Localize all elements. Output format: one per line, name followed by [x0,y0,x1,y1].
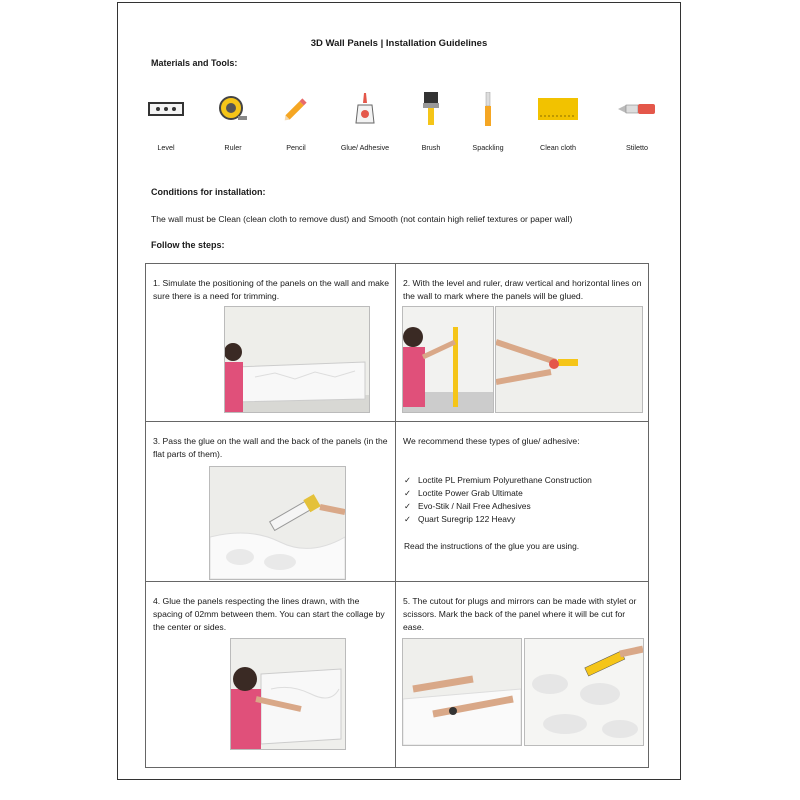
step-4-photo [230,638,346,750]
utility-knife-icon [617,91,657,127]
glue-item: ✓ Loctite PL Premium Polyurethane Construction [404,475,592,485]
brush-icon [411,91,451,127]
step-3-cell [146,422,396,582]
pencil-icon [276,91,316,127]
conditions-heading: Conditions for installation: [151,187,266,197]
step-4-text: 4. Glue the panels respecting the lines drawn, with the spacing of 02mm between them. You can start the collage by the center or sides. [153,596,385,632]
check-icon: ✓ [404,501,412,511]
glue-item: ✓ Loctite Power Grab Ultimate [404,488,523,498]
steps-heading: Follow the steps: [151,240,225,250]
tool-stiletto [602,91,672,152]
glue-list [404,474,592,526]
step-4-cell [146,582,396,768]
glue-note: Read the instructions of the glue you are using. [404,541,580,551]
step-1-text: 1. Simulate the positioning of the panels on the wall and make sure there is a need for trimming. [153,278,390,301]
glue-intro: We recommend these types of glue/ adhesive: [403,436,580,446]
step-5-photo-a [402,638,522,746]
check-icon: ✓ [404,514,412,524]
cloth-icon [538,91,578,127]
step-1-photo [224,306,370,413]
step-2-text: 2. With the level and ruler, draw vertical and horizontal lines on the wall to mark where the panels will be glued. [403,278,642,301]
tool-label: Pencil [286,143,306,152]
tool-ruler [198,91,268,152]
tool-label: Glue/ Adhesive [340,143,390,152]
tape-measure-icon [213,91,253,127]
materials-heading: Materials and Tools: [151,58,238,68]
tool-label: Stiletto [626,143,648,152]
glue-item: ✓ Quart Suregrip 122 Heavy [404,514,516,524]
step-1-cell [146,264,396,422]
step-2-cell [396,264,649,422]
step-2-photo-a [402,306,494,413]
glue-bottle-icon [345,91,385,127]
step-3-photo [209,466,346,580]
tool-label: Spackling [472,143,504,152]
tool-level [131,91,201,152]
step-5-photo-b [524,638,644,746]
tool-label: Ruler [224,143,242,152]
tool-label: Clean cloth [540,143,576,152]
tool-pencil [261,91,331,152]
glue-recommendation-cell [396,422,649,582]
check-icon: ✓ [404,475,412,485]
spackling-icon [468,91,508,127]
tool-label: Brush [421,143,441,152]
steps-table [145,263,649,768]
check-icon: ✓ [404,488,412,498]
level-icon [146,91,186,127]
step-3-text: 3. Pass the glue on the wall and the back of the panels (in the flat parts of them). [153,436,388,459]
tools-row [118,91,680,161]
document-title: 3D Wall Panels | Installation Guidelines [310,38,488,49]
document-page [117,2,681,780]
glue-item: ✓ Evo-Stik / Nail Free Adhesives [404,501,531,511]
step-2-photo-b [495,306,643,413]
tool-spackling [453,91,523,152]
step-5-text: 5. The cutout for plugs and mirrors can be made with stylet or scissors. Mark the back of the panel where it will be cut for ease. [403,596,637,632]
tool-label: Level [157,143,175,152]
tool-cloth [523,91,593,152]
tool-glue [330,91,400,152]
conditions-text: The wall must be Clean (clean cloth to remove dust) and Smooth (not contain high relief textures or paper wall) [151,214,573,224]
step-5-cell [396,582,649,768]
